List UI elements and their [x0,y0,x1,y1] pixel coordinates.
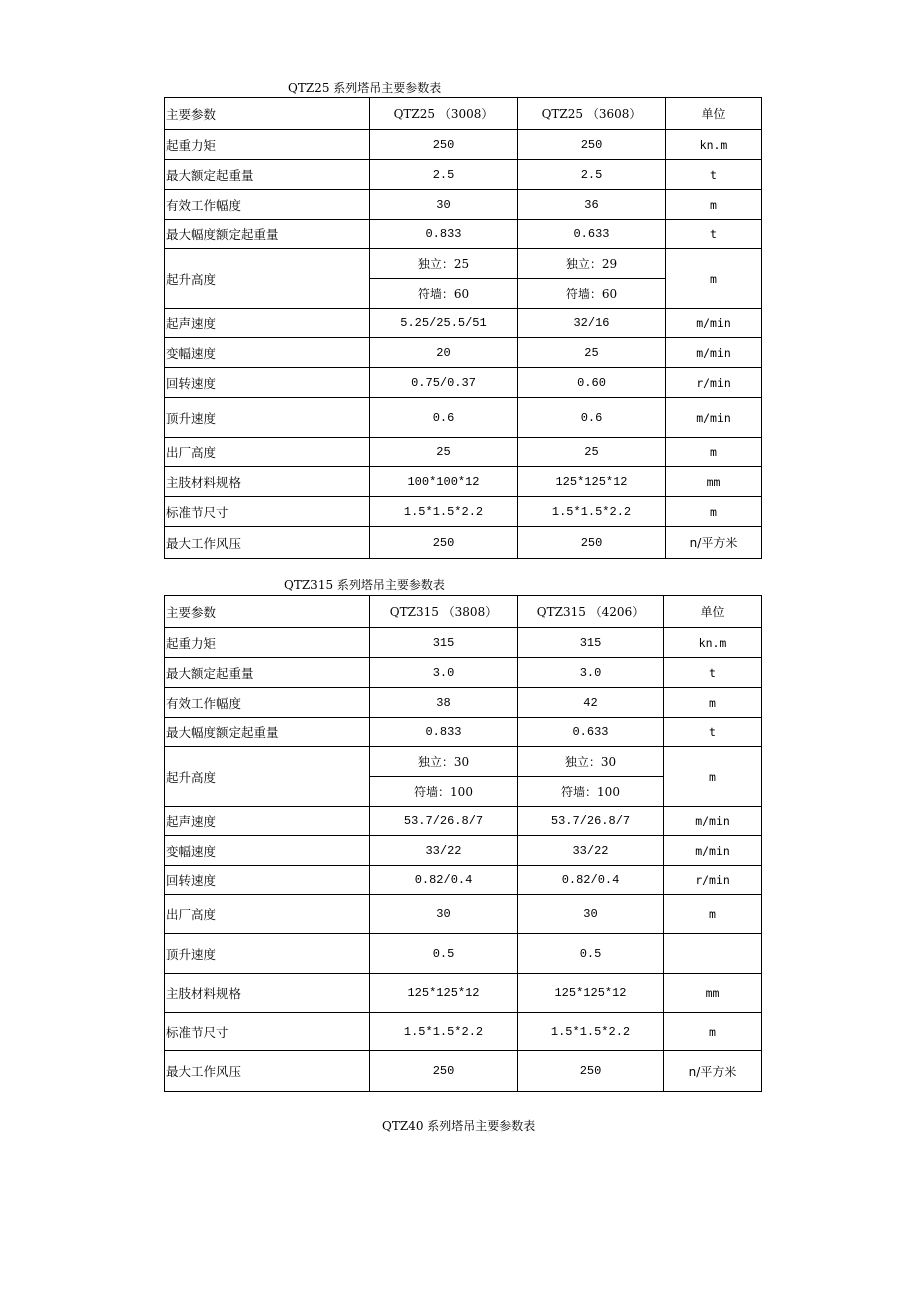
cell-value: 0.60 [518,368,666,398]
cell-value: 100*100*12 [370,467,518,497]
table-row [165,974,762,1013]
table-row [165,596,762,628]
cell-unit: m [664,747,762,807]
cell-value: 1.5*1.5*2.2 [518,497,666,527]
cell-unit: n/平方米 [666,527,762,559]
cell-unit: m [666,438,762,467]
row-label: 有效工作幅度 [165,190,370,220]
cell-value: 30 [370,895,518,934]
row-label: 标准节尺寸 [165,1013,370,1051]
cell-value: 53.7/26.8/7 [518,807,664,836]
cell-value: 25 [518,338,666,368]
cell-value: 38 [370,688,518,718]
table-row [165,718,762,747]
table-row [165,398,762,438]
header-model-a: QTZ25 （3008） [370,98,518,130]
cell-value: 0.633 [518,718,664,747]
row-label: 出厂高度 [165,895,370,934]
row-label: 有效工作幅度 [165,688,370,718]
cell-unit: m/min [664,807,762,836]
cell-value: 250 [370,527,518,559]
table-row [165,160,762,190]
cell-unit: m/min [664,836,762,866]
cell-value: 1.5*1.5*2.2 [370,1013,518,1051]
table-row [165,98,762,130]
table-row [165,130,762,160]
table-row [165,438,762,467]
cell-value: 2.5 [518,160,666,190]
cell-value: 0.833 [370,220,518,249]
cell-value: 315 [518,628,664,658]
cell-value: 0.5 [518,934,664,974]
cell-value: 25 [518,438,666,467]
cell-unit: r/min [666,368,762,398]
cell-value: 32/16 [518,309,666,338]
row-label: 最大幅度额定起重量 [165,718,370,747]
table-row [165,866,762,895]
cell-value: 30 [518,895,664,934]
row-label: 回转速度 [165,368,370,398]
row-label: 标准节尺寸 [165,497,370,527]
header-param: 主要参数 [165,98,370,130]
cell-value: 25 [370,438,518,467]
header-model-b: QTZ25 （3608） [518,98,666,130]
cell-unit: m [666,190,762,220]
table3-caption: QTZ40 系列塔吊主要参数表 [382,1119,536,1133]
table-row [165,836,762,866]
row-label: 起声速度 [165,309,370,338]
table-row [165,497,762,527]
qtz315-params-table [164,595,762,1092]
table-row [165,1013,762,1051]
cell-unit: t [666,160,762,190]
table-row [165,747,762,777]
cell-unit: n/平方米 [664,1051,762,1092]
table-row [165,368,762,398]
table-row [165,658,762,688]
cell-value: 0.6 [370,398,518,438]
row-label: 起重力矩 [165,628,370,658]
cell-value: 3.0 [518,658,664,688]
header-unit: 单位 [666,98,762,130]
row-label: 最大额定起重量 [165,160,370,190]
cell-value: 36 [518,190,666,220]
cell-value: 符墙：100 [370,777,518,807]
table-row [165,628,762,658]
header-unit: 单位 [664,596,762,628]
table-row [165,807,762,836]
row-label: 主肢材料规格 [165,974,370,1013]
cell-value: 0.5 [370,934,518,974]
cell-value: 5.25/25.5/51 [370,309,518,338]
cell-unit: m [666,497,762,527]
qtz25-params-table [164,97,762,559]
table-row [165,688,762,718]
cell-value: 42 [518,688,664,718]
table-row [165,190,762,220]
cell-value: 0.82/0.4 [370,866,518,895]
cell-value: 53.7/26.8/7 [370,807,518,836]
cell-unit: m [666,249,762,309]
cell-value: 315 [370,628,518,658]
cell-unit: t [664,658,762,688]
table1-caption: QTZ25 系列塔吊主要参数表 [288,81,442,95]
cell-value: 125*125*12 [518,974,664,1013]
cell-value: 独立：30 [518,747,664,777]
cell-value: 125*125*12 [518,467,666,497]
cell-value: 0.75/0.37 [370,368,518,398]
row-label: 出厂高度 [165,438,370,467]
row-label: 最大幅度额定起重量 [165,220,370,249]
row-label: 起升高度 [165,747,370,807]
cell-unit: kn.m [666,130,762,160]
table-row [165,895,762,934]
cell-unit: m/min [666,338,762,368]
row-label: 顶升速度 [165,398,370,438]
cell-unit: m/min [666,309,762,338]
cell-value: 30 [370,190,518,220]
cell-value: 2.5 [370,160,518,190]
cell-value: 33/22 [518,836,664,866]
row-label: 顶升速度 [165,934,370,974]
cell-value: 符墙：60 [370,279,518,309]
header-model-b: QTZ315 （4206） [518,596,664,628]
row-label: 最大额定起重量 [165,658,370,688]
cell-value: 0.633 [518,220,666,249]
cell-value: 125*125*12 [370,974,518,1013]
cell-value: 1.5*1.5*2.2 [518,1013,664,1051]
cell-value: 符墙：60 [518,279,666,309]
cell-value: 0.6 [518,398,666,438]
cell-unit [664,934,762,974]
table-row [165,249,762,279]
table-row [165,309,762,338]
cell-value: 250 [518,1051,664,1092]
cell-value: 250 [370,130,518,160]
cell-unit: t [666,220,762,249]
row-label: 起重力矩 [165,130,370,160]
table-row [165,467,762,497]
cell-unit: m/min [666,398,762,438]
cell-unit: mm [666,467,762,497]
cell-value: 独立：25 [370,249,518,279]
cell-unit: r/min [664,866,762,895]
cell-value: 33/22 [370,836,518,866]
cell-unit: m [664,1013,762,1051]
cell-unit: m [664,688,762,718]
cell-value: 符墙：100 [518,777,664,807]
row-label: 起升高度 [165,249,370,309]
cell-value: 独立：29 [518,249,666,279]
cell-value: 0.833 [370,718,518,747]
cell-value: 250 [518,527,666,559]
table-row [165,220,762,249]
cell-value: 3.0 [370,658,518,688]
row-label: 回转速度 [165,866,370,895]
table-row [165,338,762,368]
table-row [165,1051,762,1092]
cell-value: 20 [370,338,518,368]
row-label: 变幅速度 [165,836,370,866]
cell-value: 0.82/0.4 [518,866,664,895]
cell-value: 250 [370,1051,518,1092]
cell-value: 1.5*1.5*2.2 [370,497,518,527]
row-label: 最大工作风压 [165,527,370,559]
cell-unit: mm [664,974,762,1013]
cell-unit: m [664,895,762,934]
table-row [165,934,762,974]
row-label: 起声速度 [165,807,370,836]
cell-unit: kn.m [664,628,762,658]
table-row [165,527,762,559]
table2-caption: QTZ315 系列塔吊主要参数表 [284,578,445,592]
row-label: 最大工作风压 [165,1051,370,1092]
row-label: 变幅速度 [165,338,370,368]
cell-value: 250 [518,130,666,160]
cell-value: 独立：30 [370,747,518,777]
header-model-a: QTZ315 （3808） [370,596,518,628]
header-param: 主要参数 [165,596,370,628]
cell-unit: t [664,718,762,747]
row-label: 主肢材料规格 [165,467,370,497]
